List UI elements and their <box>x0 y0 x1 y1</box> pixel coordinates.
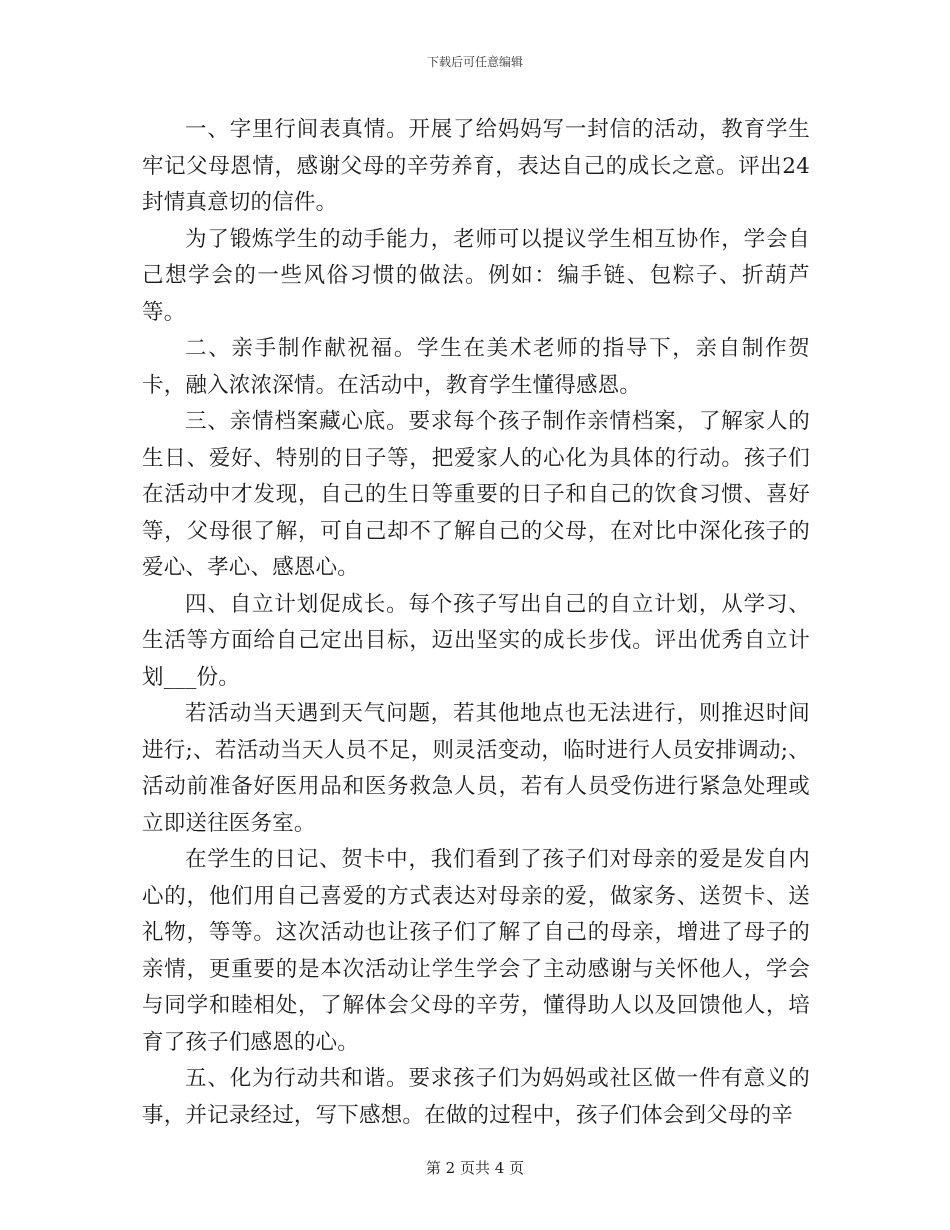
paragraph-activity-greeting-cards: 二、亲手制作献祝福。学生在美术老师的指导下，亲自制作贺卡，融入浓浓深情。在活动中，教育学生懂得感恩。 <box>142 336 810 398</box>
paragraph-activity-self-reliance-plan: 四、自立计划促成长。每个孩子写出自己的自立计划，从学习、生活等方面给自己定出目标，迈出坚实的成长步伐。评出优秀自立计划___份。 <box>142 591 810 690</box>
document-body <box>142 112 810 1134</box>
paragraph-activity-summary: 在学生的日记、贺卡中，我们看到了孩子们对母亲的爱是发自内心的，他们用自己喜爱的方式表达对母亲的爱，做家务、送贺卡、送礼物，等等。这次活动也让孩子们了解了自己的母亲，增进了母子的亲情，更重要的是本次活动让学生学会了主动感谢与关怀他人，学会与同学和睦相处，了解体会父母的辛劳，懂得助人以及回馈他人，培育了孩子们感恩的心。 <box>142 847 810 1055</box>
paragraph-activity-family-archive: 三、亲情档案藏心底。要求每个孩子制作亲情档案，了解家人的生日、爱好、特别的日子等，把爱家人的心化为具体的行动。孩子们在活动中才发现，自己的生日等重要的日子和自己的饮食习惯、喜好等，父母很了解，可自己却不了解自己的父母，在对比中深化孩子的爱心、孝心、感恩心。 <box>142 409 810 580</box>
page-number: 第 2 页共 4 页 <box>425 1159 525 1177</box>
paragraph-activity-letter: 一、字里行间表真情。开展了给妈妈写一封信的活动，教育学生牢记父母恩情，感谢父母的辛劳养育，表达自己的成长之意。评出24封情真意切的信件。 <box>142 117 810 215</box>
page-header: 下载后可任意编辑 <box>426 55 523 69</box>
paragraph-activity-community-action: 五、化为行动共和谐。要求孩子们为妈妈或社区做一件有意义的事，并记录经过，写下感想。在做的过程中，孩子们体会到父母的辛 <box>142 1066 810 1128</box>
paragraph-contingency-plan: 若活动当天遇到天气问题，若其他地点也无法进行，则推迟时间进行;、若活动当天人员不足，则灵活变动，临时进行人员安排调动;、活动前准备好医用品和医务救急人员，若有人员受伤进行紧急处理或立即送往医务室。 <box>142 701 810 836</box>
paragraph-hands-on-skills: 为了锻炼学生的动手能力，老师可以提议学生相互协作，学会自己想学会的一些风俗习惯的做法。例如：编手链、包粽子、折葫芦等。 <box>142 226 810 325</box>
